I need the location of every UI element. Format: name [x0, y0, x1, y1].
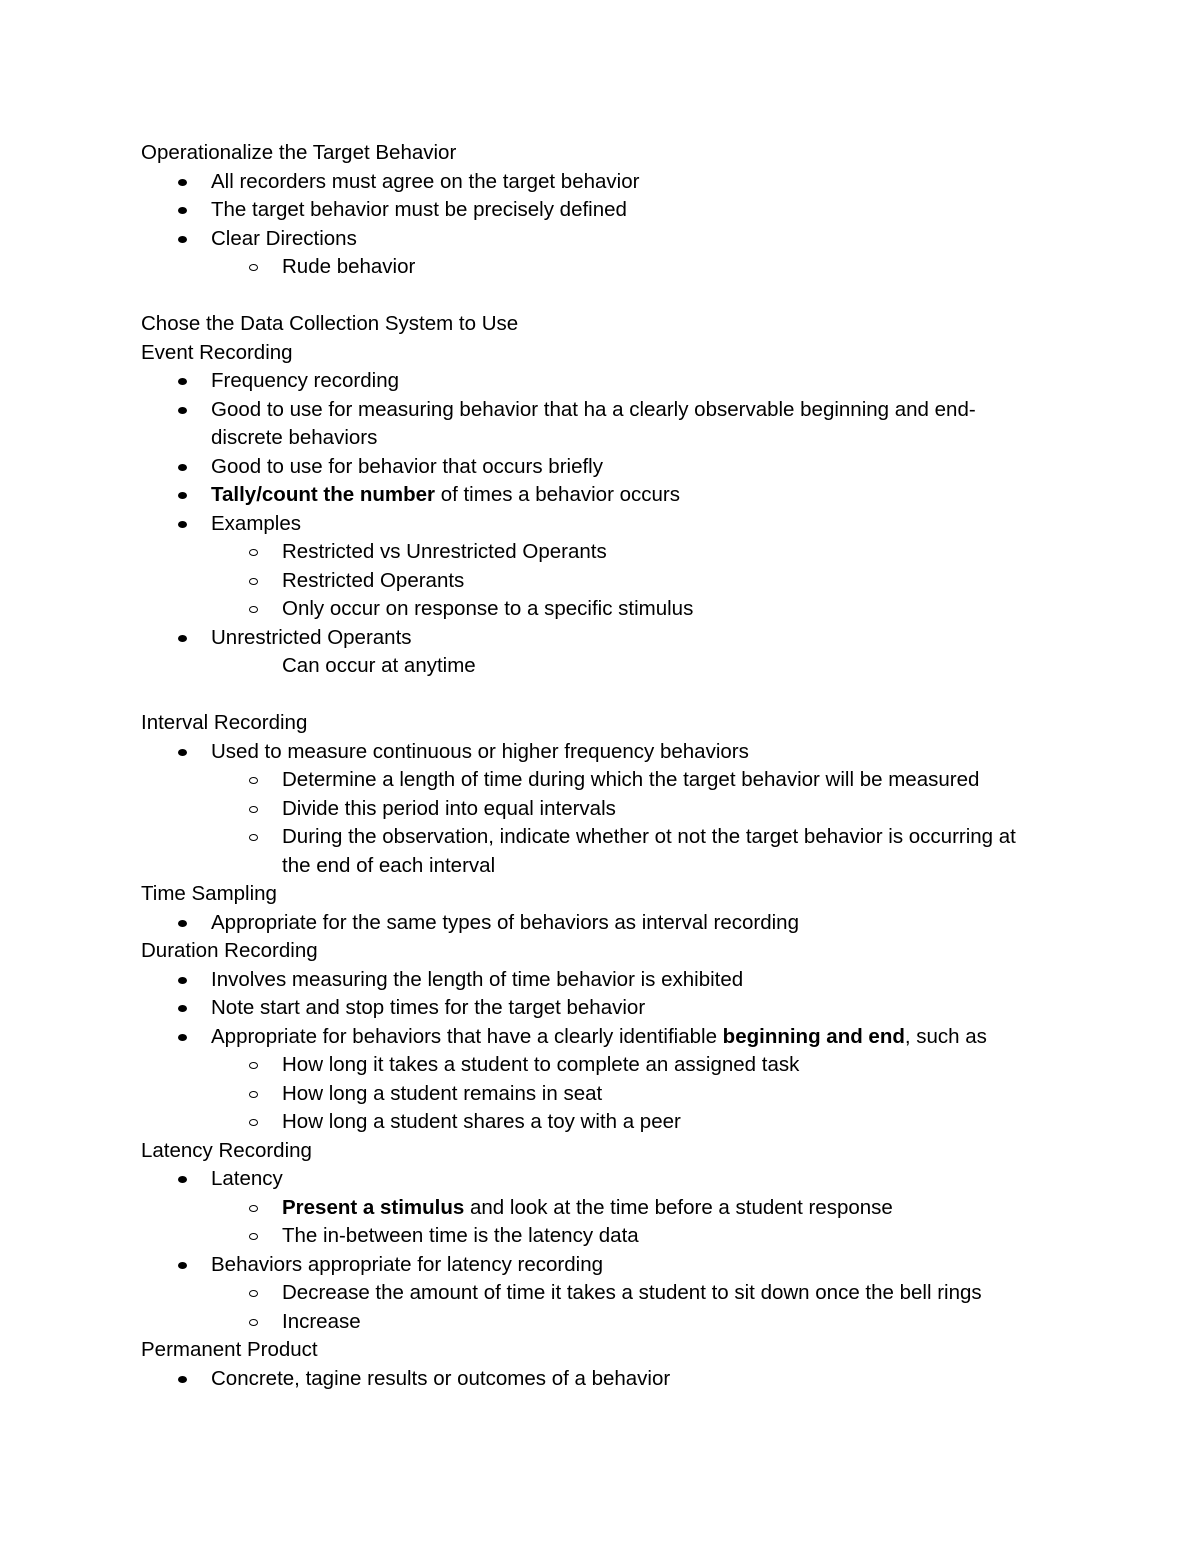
blank-line [141, 681, 1071, 710]
list-item [141, 1365, 1071, 1394]
list-item [141, 510, 1071, 539]
list-item [141, 1023, 1071, 1052]
list-item-text: Unrestricted Operants [211, 625, 412, 649]
hollow-bullet-icon [249, 578, 258, 585]
list-item [141, 481, 1071, 510]
hollow-bullet-icon [249, 777, 258, 784]
sub-list-item [141, 567, 1071, 596]
list-item-text: Determine a length of time during which the target behavior will be measured [282, 768, 980, 791]
list-item-text: How long it takes a student to complete an assigned task [282, 1053, 800, 1076]
indented-note [141, 652, 1071, 681]
hollow-bullet-icon [249, 1233, 258, 1240]
list-item-text: Frequency recording [211, 369, 400, 392]
list-item [141, 225, 1071, 254]
bullet-icon [178, 1376, 187, 1383]
list-item [141, 994, 1071, 1023]
sub-list-item [141, 595, 1071, 624]
list-item [141, 624, 1071, 653]
list-item-text: the end of each interval [282, 853, 496, 877]
hollow-bullet-icon [249, 1319, 258, 1326]
bullet-icon [178, 1034, 187, 1041]
sub-list-item [141, 1308, 1071, 1337]
list-item-text: Latency [211, 1167, 283, 1190]
blank-line [141, 282, 1071, 311]
bullet-icon [178, 1262, 187, 1269]
list-item-text: Behaviors appropriate for latency recording [211, 1252, 603, 1276]
bullet-icon [178, 1176, 187, 1183]
bullet-icon [178, 464, 187, 471]
list-item [141, 966, 1071, 995]
list-item [141, 168, 1071, 197]
heading-duration-recording: Duration Recording [141, 939, 318, 962]
hollow-bullet-icon [249, 834, 258, 841]
hollow-bullet-icon [249, 549, 258, 556]
list-item [141, 367, 1071, 396]
sub-list-item [141, 795, 1071, 824]
sub-list-item [141, 1222, 1071, 1251]
bullet-icon [178, 521, 187, 528]
list-item-text: Rude behavior [282, 255, 416, 278]
hollow-bullet-icon [249, 806, 258, 813]
list-item-text: Involves measuring the length of time behavior is exhibited [211, 967, 744, 991]
list-item-text: Note start and stop times for the target behavior [211, 996, 646, 1019]
sub-list-item [141, 1194, 1071, 1223]
bullet-icon [178, 1005, 187, 1012]
hollow-bullet-icon [249, 1119, 258, 1126]
list-item-text: Appropriate for behaviors that have a clearly identifiable [211, 1024, 723, 1048]
document-body [141, 139, 1071, 1393]
heading-operationalize: Operationalize the Target Behavior [141, 141, 457, 164]
hollow-bullet-icon [249, 606, 258, 613]
list-item-text: Used to measure continuous or higher frequency behaviors [211, 739, 749, 763]
list-item [141, 1165, 1071, 1194]
hollow-bullet-icon [249, 1205, 258, 1212]
list-item-text: All recorders must agree on the target behavior [211, 169, 640, 193]
sub-list-item [141, 253, 1071, 282]
bullet-icon [178, 977, 187, 984]
sub-list-item [141, 1108, 1071, 1137]
hollow-bullet-icon [249, 1091, 258, 1098]
heading-data-collection: Chose the Data Collection System to Use [141, 312, 519, 335]
list-item [141, 738, 1071, 767]
bullet-icon [178, 207, 187, 214]
list-item [141, 909, 1071, 938]
list-item-text: Good to use for measuring behavior that ha a clearly observable beginning and end- [211, 397, 976, 421]
heading-interval-recording: Interval Recording [141, 711, 308, 734]
list-item [141, 1251, 1071, 1280]
list-item-text: Appropriate for the same types of behaviors as interval recording [211, 910, 799, 934]
sub-list-item [141, 823, 1071, 852]
hollow-bullet-icon [249, 1290, 258, 1297]
heading-permanent-product: Permanent Product [141, 1338, 318, 1361]
list-item-text: Concrete, tagine results or outcomes of a behavior [211, 1366, 671, 1390]
bullet-icon [178, 179, 187, 186]
list-item [141, 396, 1071, 425]
list-item-text: The target behavior must be precisely defined [211, 198, 627, 221]
list-item-text: Only occur on response to a specific stimulus [282, 597, 694, 620]
list-item-text: , such as [904, 1024, 987, 1048]
list-item-text: Restricted vs Unrestricted Operants [282, 540, 607, 563]
bold-text: Present a stimulus [282, 1195, 465, 1219]
bullet-icon [178, 378, 187, 385]
sub-list-item [141, 538, 1071, 567]
bold-text: Tally/count the number [211, 483, 435, 506]
hollow-bullet-icon [249, 264, 258, 271]
heading-event-recording: Event Recording [141, 340, 293, 364]
bullet-icon [178, 920, 187, 927]
bullet-icon [178, 236, 187, 243]
list-item-text: Restricted Operants [282, 568, 465, 592]
heading-time-sampling: Time Sampling [141, 882, 277, 905]
list-item-text: and look at the time before a student response [464, 1195, 893, 1219]
sub-list-item-continuation [141, 852, 1071, 881]
bullet-icon [178, 749, 187, 756]
bold-text: beginning and end [722, 1024, 905, 1048]
list-item-text: Clear Directions [211, 226, 357, 250]
list-item-text: Good to use for behavior that occurs briefly [211, 454, 603, 478]
list-item-text: How long a student shares a toy with a peer [282, 1110, 681, 1133]
list-item-text: Can occur at anytime [282, 654, 476, 677]
hollow-bullet-icon [249, 1062, 258, 1069]
heading-latency-recording: Latency Recording [141, 1138, 312, 1162]
sub-list-item [141, 1080, 1071, 1109]
sub-list-item [141, 1051, 1071, 1080]
list-item-text: discrete behaviors [211, 426, 378, 449]
list-item-text: How long a student remains in seat [282, 1081, 603, 1105]
list-item-text: During the observation, indicate whether ot not the target behavior is occurring at [282, 825, 1016, 848]
list-item [141, 196, 1071, 225]
list-item-text: of times a behavior occurs [435, 483, 680, 506]
sub-list-item [141, 1279, 1071, 1308]
list-item [141, 453, 1071, 482]
sub-list-item [141, 766, 1071, 795]
list-item-text: Examples [211, 511, 302, 535]
list-item-text: Increase [282, 1309, 361, 1333]
list-item-text: Divide this period into equal intervals [282, 796, 616, 820]
bullet-icon [178, 492, 187, 499]
list-item-text: The in-between time is the latency data [282, 1224, 639, 1247]
list-item-text: Decrease the amount of time it takes a student to sit down once the bell rings [282, 1281, 982, 1304]
bullet-icon [178, 635, 187, 642]
list-item-continuation [141, 424, 1071, 453]
bullet-icon [178, 407, 187, 414]
